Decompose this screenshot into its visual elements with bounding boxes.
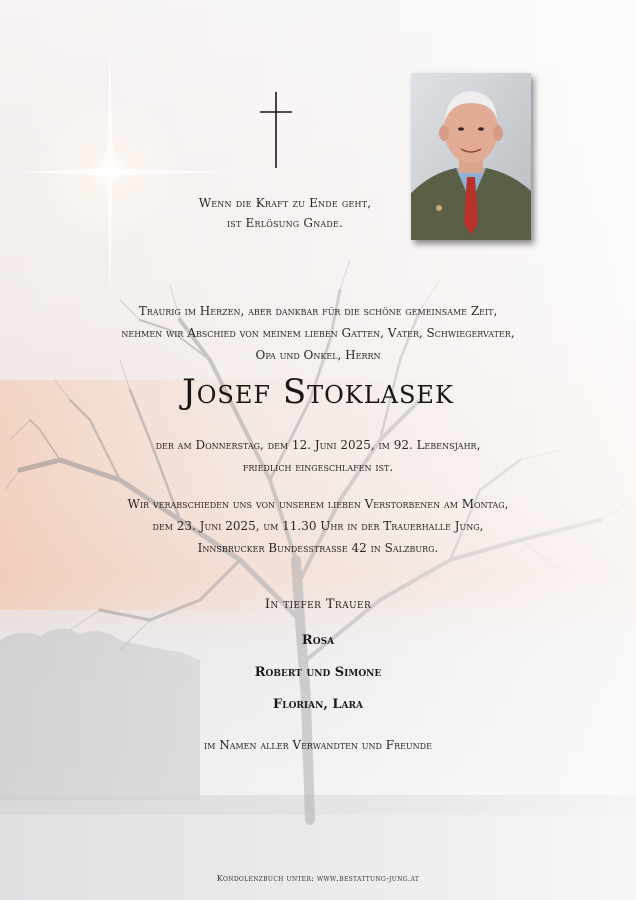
grief-heading: In tiefer Trauer bbox=[264, 597, 372, 612]
relatives-note: im Namen aller Verwandten und Freunde bbox=[204, 738, 432, 752]
farewell-line: Innsbrucker Bundesstrasse 42 in Salzburg. bbox=[197, 541, 439, 555]
intro-line: nehmen wir Abschied von meinem lieben Gatten, Vater, Schwiegervater, bbox=[121, 326, 515, 340]
mourner-name: Florian, Lara bbox=[273, 697, 363, 712]
mourner-name: Rosa bbox=[301, 633, 335, 648]
portrait-photo bbox=[411, 73, 531, 240]
intro-text bbox=[0, 300, 636, 366]
death-line: friedlich eingeschlafen ist. bbox=[242, 460, 394, 474]
death-line: der am Donnerstag, dem 12. Juni 2025, im 92. Lebensjahr, bbox=[155, 438, 481, 452]
latin-cross-icon bbox=[258, 90, 294, 170]
farewell-line: Wir verabschieden uns von unserem lieben Verstorbenen am Montag, bbox=[127, 497, 509, 511]
verse-line: ist Erlösung Gnade. bbox=[226, 216, 344, 230]
deceased-name: Josef Stoklasek bbox=[182, 372, 454, 412]
intro-line: Opa und Onkel, Herrn bbox=[255, 348, 381, 362]
condolence-footer: Kondolenzbuch unter: www.bestattung-jung.at bbox=[216, 874, 420, 883]
verse-line: Wenn die Kraft zu Ende geht, bbox=[198, 196, 372, 210]
intro-line: Traurig im Herzen, aber dankbar für die schöne gemeinsame Zeit, bbox=[138, 304, 498, 318]
death-notice bbox=[0, 434, 636, 478]
mourner-name: Robert und Simone bbox=[254, 665, 382, 680]
farewell-details bbox=[0, 493, 636, 559]
farewell-line: dem 23. Juni 2025, um 11.30 Uhr in der Trauerhalle Jung, bbox=[152, 519, 484, 533]
memorial-verse bbox=[170, 193, 400, 233]
